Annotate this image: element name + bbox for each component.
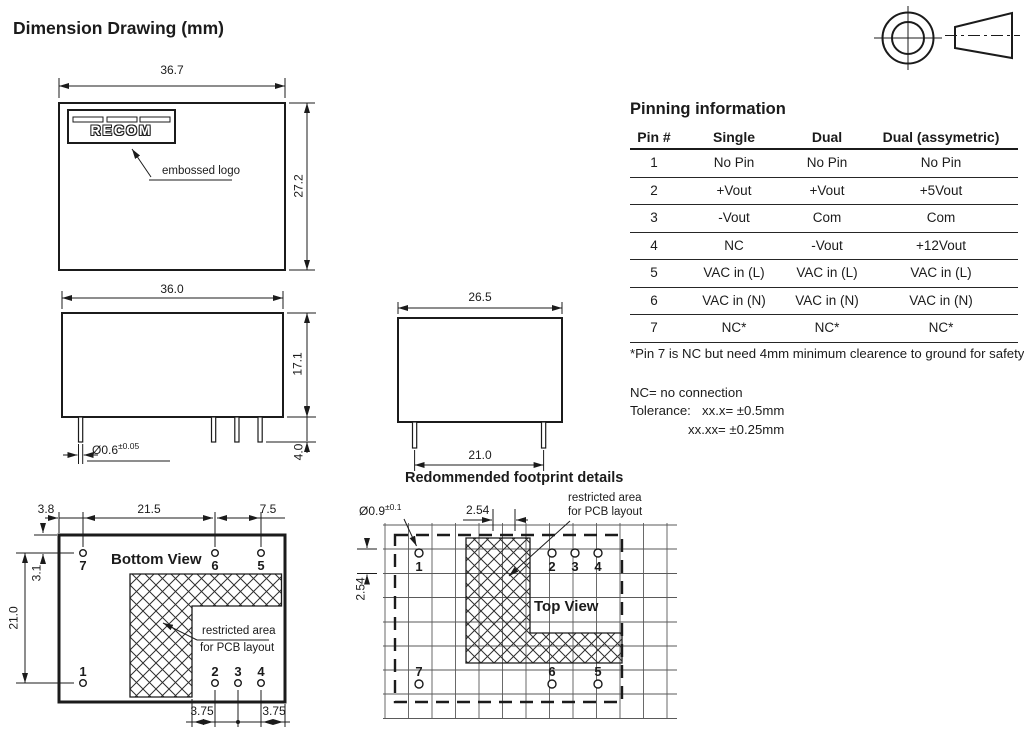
cell-pin: 4 [650,237,658,253]
dim-hole-diameter [359,503,402,518]
col-header-pin: Pin # [637,129,671,145]
col-header-dual-assymetric: Dual (assymetric) [882,129,1000,145]
pin-label-2: 2 [211,664,219,679]
hole-dia-leader-arrow [404,519,417,546]
fp-restricted-note-line1: restricted area [568,492,642,504]
side-view-drawing [62,291,316,464]
top-view-label: Top View [534,598,599,615]
dim-pin6-to-pin5: 7.5 [259,502,277,516]
cell-dual-assymetric: NC* [928,320,954,335]
restricted-area-note-line1: restricted area [202,625,276,637]
dim-side-view-width: 36.0 [160,282,184,296]
cell-dual-assymetric: VAC in (N) [909,292,973,308]
cell-pin: 5 [650,265,658,280]
fp-restricted-note-line2: for PCB layout [568,506,643,518]
col-header-dual: Dual [811,129,843,145]
cell-dual: No Pin [806,155,848,170]
fp-pin-label-5: 5 [594,664,602,679]
bottom-view-label: Bottom View [111,551,202,568]
cell-dual: +Vout [809,182,845,198]
module-body-side-view [62,313,283,417]
cell-single: +Vout [716,182,752,198]
table-row [630,315,1018,343]
cell-single: No Pin [713,155,755,170]
dim-pin-pitch: 21.0 [468,448,492,462]
fp-pin-label-1: 1 [415,559,423,574]
dim-pin-diameter [92,442,139,457]
page-title: Dimension Drawing (mm) [13,18,224,38]
footprint-title: Redommended footprint details [405,470,624,486]
table-row [630,260,1018,288]
dim-front-view-width: 26.5 [468,290,492,304]
hole-dia-tolerance: ±0.1 [385,502,402,512]
tolerance-line1: xx.x= ±0.5mm [702,403,785,418]
tolerance-label: Tolerance: [630,403,691,418]
bottom-view-drawing [16,512,290,727]
pin-label-3: 3 [234,664,242,679]
nc-note: NC= no connection [630,385,743,400]
cell-single: VAC in (N) [702,292,766,308]
table-row [630,178,1018,206]
pin-label-7: 7 [79,558,87,573]
logo-leader-arrow [132,149,151,177]
dim-pin-length: 4.0 [291,443,306,461]
cell-pin: 7 [650,320,658,335]
cell-dual-assymetric: +12Vout [916,237,966,253]
cell-pin: 3 [650,210,658,225]
cell-dual: VAC in (N) [795,292,859,308]
dim-clearance-left: 3.75 [190,704,214,718]
cell-dual: Com [812,210,842,225]
cell-pin: 6 [650,292,658,308]
dim-side-view-height: 17.1 [290,352,305,376]
table-row [630,150,1018,178]
pin7-footnote: *Pin 7 is NC but need 4mm minimum clearence to ground for safety [630,346,1024,361]
table-row [630,288,1018,316]
dim-top-to-pin7: 3.1 [29,564,44,582]
table-row [630,205,1018,233]
dim-pin7-to-pin1: 21.0 [6,606,21,630]
pin-label-1: 1 [79,664,87,679]
fp-pin-label-6: 6 [548,664,556,679]
dim-pitch-horizontal: 2.54 [466,503,490,517]
pin-label-4: 4 [257,664,265,679]
pin-dia-value: Ø0.6 [92,443,119,457]
hole-dia-value: Ø0.9 [359,504,386,518]
dim-pitch-vertical: 2.54 [353,577,368,601]
recom-logo-text: RECOM [90,122,153,138]
fp-pin-label-2: 2 [548,559,556,574]
pin-dia-tolerance: ±0.05 [118,441,140,451]
front-view-drawing [398,302,562,471]
footprint-drawing [353,509,677,719]
embossed-logo-note: embossed logo [162,165,240,177]
cell-pin: 1 [650,155,658,170]
dim-pin7-to-pin6: 21.5 [137,502,161,516]
cell-single: NC [724,237,744,253]
module-body-front-view [398,318,562,422]
dim-clearance-right: 3.75 [262,704,286,718]
pin-label-5: 5 [257,558,265,573]
fp-pin-label-3: 3 [571,559,579,574]
cell-dual: NC* [814,320,840,335]
cell-dual-assymetric: Com [926,210,956,225]
cell-dual: VAC in (L) [796,265,858,280]
pin-label-6: 6 [211,558,219,573]
restricted-area-note-line2: for PCB layout [200,642,275,654]
cell-dual: -Vout [811,237,843,253]
cell-dual-assymetric: +5Vout [919,182,963,198]
dim-top-view-width: 36.7 [160,63,184,77]
cell-dual-assymetric: VAC in (L) [910,265,972,280]
cell-dual-assymetric: No Pin [920,155,962,170]
fp-pin-label-7: 7 [415,664,423,679]
dim-top-view-height: 27.2 [291,174,306,198]
cell-single: VAC in (L) [703,265,765,280]
pinning-information-section [630,100,1018,343]
col-header-single: Single [712,129,755,145]
third-angle-projection-icon [874,6,1020,70]
table-header-row [630,126,1018,150]
cell-single: NC* [721,320,747,335]
tolerance-line2: xx.xx= ±0.25mm [688,422,785,437]
table-row [630,233,1018,261]
dim-edge-to-pin7: 3.8 [37,502,55,516]
fp-pin-label-4: 4 [594,559,602,574]
cell-pin: 2 [650,182,658,198]
pinning-title: Pinning information [630,100,786,118]
cell-single: -Vout [718,210,750,225]
